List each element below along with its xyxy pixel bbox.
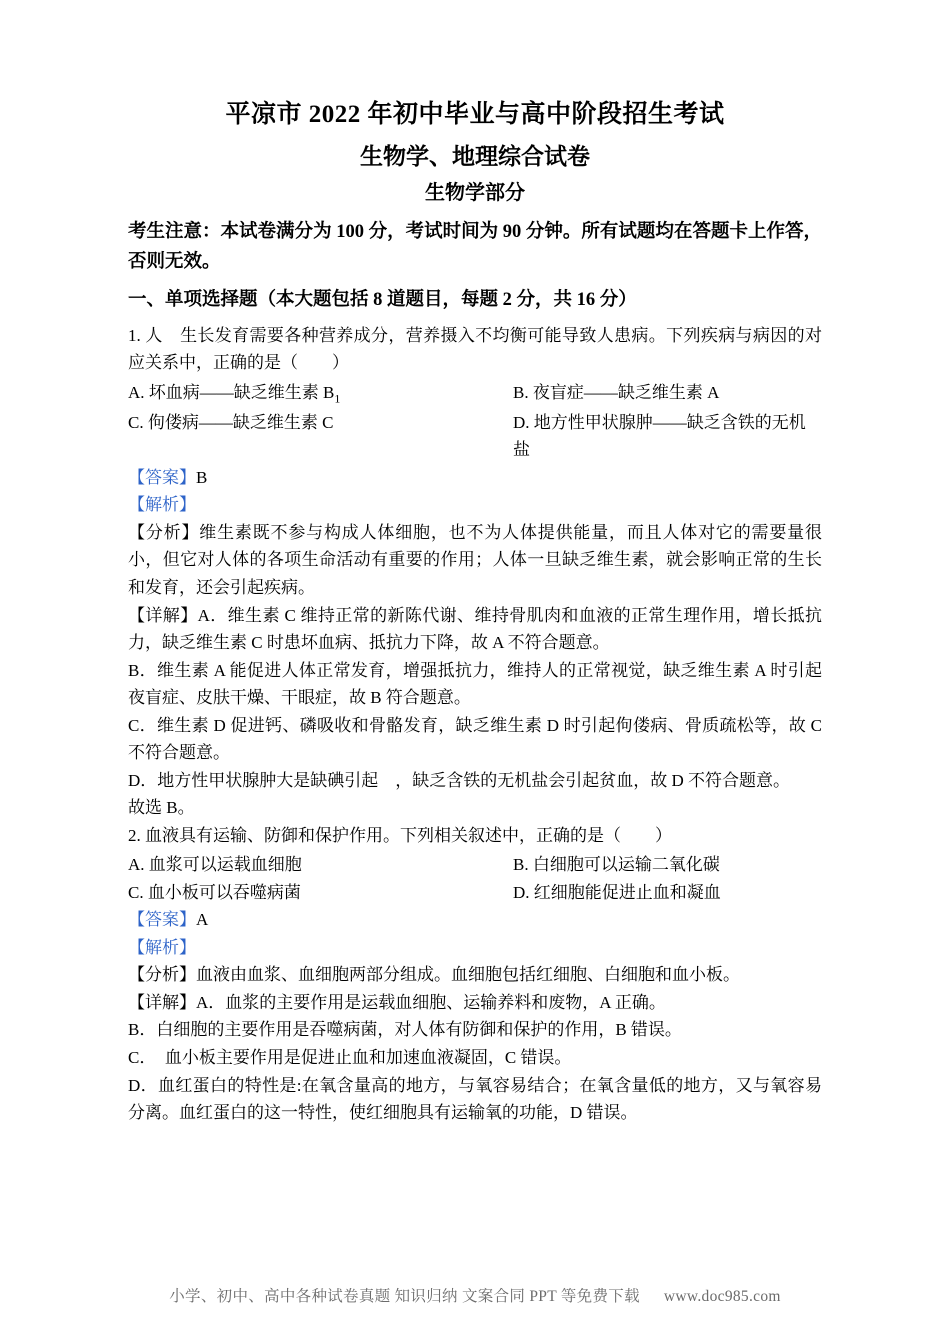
option-a xyxy=(128,379,513,409)
question-stem: 2. 血液具有运输、防御和保护作用。下列相关叙述中，正确的是（ ） xyxy=(128,825,672,845)
part-heading: 一、单项选择题（本大题包括 8 道题目，每题 2 分，共 16 分） xyxy=(128,289,637,310)
page-footer xyxy=(0,1284,950,1306)
option-row xyxy=(128,409,822,464)
option-row xyxy=(128,379,822,409)
detail-paragraph: 【详解】A．血浆的主要作用是运载血细胞、运输养料和废物，A 正确。 xyxy=(128,992,666,1012)
detail-paragraph: B．维生素 A 能促进人体正常发育，增强抵抗力，维持人的正常视觉，缺乏维生素 A 时引起夜盲症、皮肤干燥、干眼症，故 B 符合题意。 xyxy=(128,660,822,708)
explanation-label: 【解析】 xyxy=(128,937,196,957)
option-d: D. 红细胞能促进止血和凝血 xyxy=(513,882,721,902)
answer-value: B xyxy=(196,467,208,487)
document-subtitle: 生物学、地理综合试卷 xyxy=(360,143,590,169)
option-a-label: A. 坏血病——缺乏维生素 B xyxy=(128,382,335,402)
page-title: 平凉市 2022 年初中毕业与高中阶段招生考试 xyxy=(225,101,725,128)
option-c: C. 血小板可以吞噬病菌 xyxy=(128,882,301,902)
detail-paragraph: 故选 B。 xyxy=(128,798,195,818)
option-b: B. 夜盲症——缺乏维生素 A xyxy=(513,382,720,402)
footer-site-link[interactable]: www.doc985.com xyxy=(663,1288,781,1305)
analysis-paragraph: 【分析】血液由血浆、血细胞两部分组成。血细胞包括红细胞、白细胞和血小板。 xyxy=(128,965,740,985)
document-section-title: 生物学部分 xyxy=(425,182,525,204)
answer-label: 【答案】 xyxy=(128,467,196,487)
option-a: A. 血浆可以运载血细胞 xyxy=(128,855,302,875)
answer-line xyxy=(128,906,822,934)
option-row xyxy=(128,851,822,879)
question-block xyxy=(128,822,822,1127)
detail-paragraph: 【详解】A．维生素 C 维持正常的新陈代谢、维持骨肌肉和血液的正常生理作用，增长抵抗力，缺乏维生素 C 时患坏血病、抵抗力下降，故 A 不符合题意。 xyxy=(128,605,822,653)
analysis-paragraph: 【分析】维生素既不参与构成人体细胞，也不为人体提供能量，而且人体对它的需要量很小，但它对人体的各项生命活动有重要的作用；人体一旦缺乏维生素，就会影响正常的生长和发育，还会引起疾病。 xyxy=(128,522,822,597)
detail-paragraph: D．地方性甲状腺肿大是缺碘引起 ，缺乏含铁的无机盐会引起贫血，故 D 不符合题意。 xyxy=(128,770,791,790)
detail-paragraph: C． 血小板主要作用是促进止血和加速血液凝固，C 错误。 xyxy=(128,1048,572,1068)
answer-label: 【答案】 xyxy=(128,910,196,930)
footer-text: 小学、初中、高中各种试卷真题 知识归纳 文案合同 PPT 等免费下载 xyxy=(169,1288,640,1305)
explanation-label: 【解析】 xyxy=(128,495,196,515)
answer-line xyxy=(128,464,822,492)
detail-paragraph: D．血红蛋白的特性是:在氧含量高的地方，与氧容易结合；在氧含量低的地方，又与氧容易分离。血红蛋白的这一特性，使红细胞具有运输氧的功能，D 错误。 xyxy=(128,1075,822,1123)
option-c: C. 佝偻病——缺乏维生素 C xyxy=(128,412,334,432)
question-block xyxy=(128,322,822,822)
exam-notice: 考生注意：本试卷满分为 100 分，考试时间为 90 分钟。所有试题均在答题卡上作答，否则无效。 xyxy=(128,222,822,272)
option-d: D. 地方性甲状腺肿——缺乏含铁的无机盐 xyxy=(513,412,806,460)
option-b: B. 白细胞可以运输二氧化碳 xyxy=(513,855,720,875)
option-a-subscript: 1 xyxy=(334,391,341,406)
detail-paragraph: C．维生素 D 促进钙、磷吸收和骨骼发育，缺乏维生素 D 时引起佝偻病、骨质疏松等，故 C 不符合题意。 xyxy=(128,715,822,763)
question-stem: 1. 人 生长发育需要各种营养成分，营养摄入不均衡可能导致人患病。下列疾病与病因的对应关系中，正确的是（ ） xyxy=(128,325,822,373)
detail-paragraph: B．白细胞的主要作用是吞噬病菌，对人体有防御和保护的作用，B 错误。 xyxy=(128,1020,682,1040)
answer-value: A xyxy=(196,910,209,930)
option-row xyxy=(128,879,822,907)
